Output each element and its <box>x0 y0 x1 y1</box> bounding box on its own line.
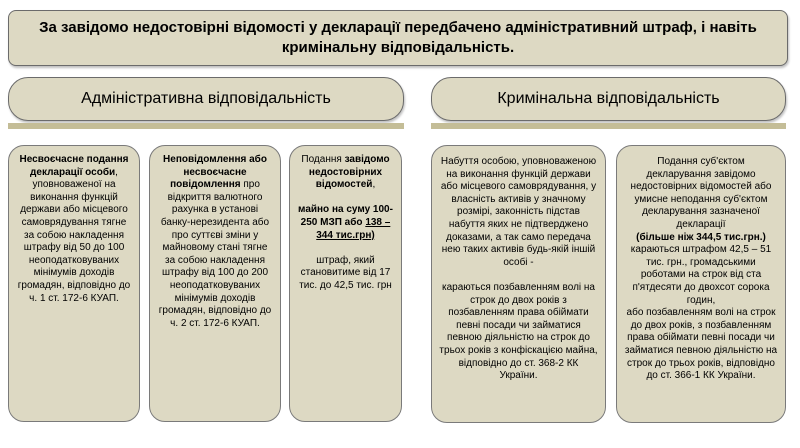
card1-rest: , уповноваженої на виконання функцій держави або місцевого самоврядування тягне за собою накладення штрафу від 50 до 100 неоподатковуваних мінімумів доходів громадян, відповідно до ч. 1 ст. 172-6 КУАП. <box>17 166 131 304</box>
card3-bold-lead: завідомо недостовірних відомостей <box>308 154 390 191</box>
card5-part3: або позбавленням волі на строк до двох років, з позбавленням права обіймати певні посади чи займатися певною діяльністю на строк до трьох років, відповідно до ст. 366-1 КК України. <box>624 307 778 382</box>
card3-amount-text: майно на суму 100-250 МЗП або <box>298 204 393 228</box>
card-foreign-account-notice <box>149 145 281 422</box>
card2-text <box>157 154 273 330</box>
card-illegal-enrichment <box>431 145 606 423</box>
admin-divider-bar <box>8 123 404 129</box>
criminal-divider-bar <box>431 123 786 129</box>
card3-amount <box>297 204 394 242</box>
card5-part1: Подання суб'єктом декларування завідомо недостовірних відомостей або умисне неподання суб'єктом декларування зазначеної декларації <box>630 156 772 230</box>
card2-bold-lead: Неповідомлення або несвоєчасне повідомлення <box>163 154 267 191</box>
page-title-text: За завідомо недостовірні відомості у декларації передбачено адміністративний штраф, і навіть кримінальну відповідальність. <box>39 19 757 56</box>
criminal-responsibility-header <box>431 77 786 121</box>
card3-intro: Подання <box>301 154 345 165</box>
card-false-declaration <box>616 145 786 423</box>
admin-heading-text: Адміністративна відповідальність <box>81 90 331 107</box>
card4-part1: Набуття особою, уповноваженою на виконання функцій держави або місцевого самоврядування, у власність активів у значному розмірі, законність підстав набуття яких не підтверджено доказами, а так само передача нею таких активів будь-якій іншій особі - <box>440 156 597 268</box>
card5-part2: караються штрафом 42,5 – 51 тис. грн., громадськими роботами на строк від ста п'ятдесяти до двохсот сорока годин, <box>630 244 772 306</box>
page-title <box>8 10 788 66</box>
card-false-information <box>289 145 402 422</box>
card4-part2: караються позбавленням волі на строк до двох років з позбавленням права обіймати певні посади чи займатися певною діяльністю на строк до трьох років з конфіскацією майна, відповідно до ст. 368-2 КК України. <box>439 281 598 382</box>
card-late-declaration <box>8 145 140 422</box>
card2-rest: про відкриття валютного рахунка в установі банку-нерезидента або про суттєві зміни у майновому стані тягне за собою накладення штрафу від 100 до 200 неоподатковуваних мінімумів доходів громадян, відповідно до ч. 2 ст. 172-6 КУАП. <box>158 179 272 329</box>
card3-comma: , <box>372 179 376 191</box>
card3-intro-text <box>297 154 394 192</box>
card3-fine: штраф, який становитиме від 17 тис. до 42,5 тис. грн <box>299 254 392 291</box>
admin-responsibility-header <box>8 77 404 121</box>
criminal-heading-text: Кримінальна відповідальність <box>497 90 720 107</box>
card3-amount-underlined: 138 – 344 тис.грн) <box>316 216 391 241</box>
card5-amount: (більше ніж 344,5 тис.грн.) <box>636 231 766 243</box>
card1-text <box>16 154 132 305</box>
card1-bold-lead: Несвоєчасне подання декларації особи <box>19 154 129 178</box>
